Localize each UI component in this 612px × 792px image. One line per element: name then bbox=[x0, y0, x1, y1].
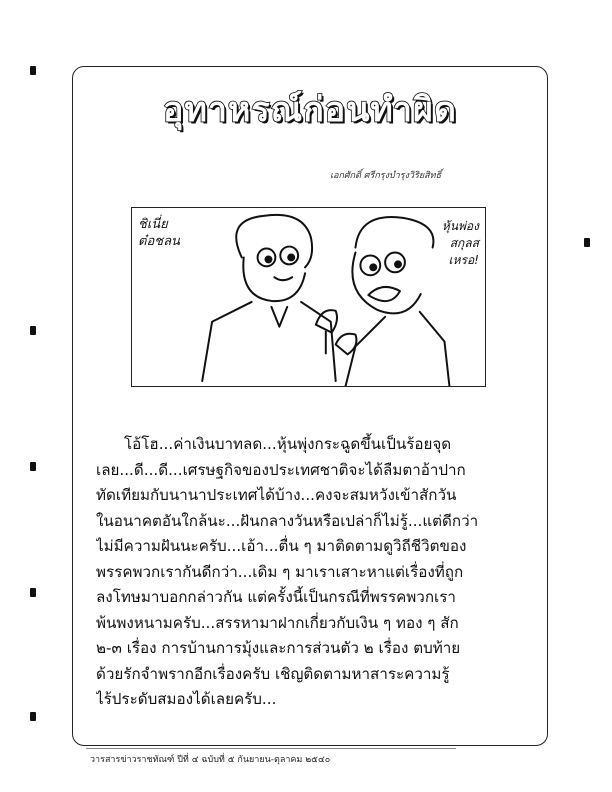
margin-mark bbox=[584, 238, 590, 247]
body-line: ไม่มีความฝันนะครับ...เอ้า...ตื่น ๆ มาติดตามดูวิถีชีวิตของ bbox=[96, 537, 467, 555]
margin-mark bbox=[30, 712, 36, 721]
cartoon-illustration bbox=[131, 207, 486, 387]
left-speech-line: ชิเนี่ย bbox=[138, 217, 168, 232]
footer-citation: วารสารข่าวราชทัณฑ์ ปีที่ ๔ ฉบับที่ ๕ กันยายน-ตุลาคม ๒๕๔๐ bbox=[90, 755, 331, 765]
body-line: ๒-๓ เรื่อง การบ้านการมุ้งและการส่วนตัว ๒ เรื่อง ตบท้าย bbox=[96, 639, 461, 657]
left-speech-line: ต๋อชลน bbox=[138, 234, 180, 249]
margin-mark bbox=[30, 588, 36, 597]
cartoon-drawing bbox=[132, 208, 485, 386]
right-speech-bubble bbox=[442, 218, 479, 269]
footer-divider bbox=[86, 748, 456, 749]
body-line: ทัดเทียมกับนานาประเทศได้บ้าง...คงจะสมหวังเข้าสักวัน bbox=[96, 486, 457, 504]
body-line: พ้นพงหนามครับ...สรรหามาฝากเกี่ยวกับเงิน ๆ ทอง ๆ สัก bbox=[96, 613, 459, 632]
margin-mark bbox=[30, 326, 36, 335]
body-line: โอ้โฮ...ค่าเงินบาทลด...หุ้นพุ่งกระฉูดขึ้นเป็นร้อยจุด bbox=[124, 435, 452, 453]
author-byline: เอกศักดิ์ ศรีกรุงบำรุงวิริยสิทธิ์ bbox=[330, 171, 442, 181]
right-speech-line: สกุลส bbox=[449, 236, 479, 250]
body-line: ด้วยรักจำพรากอีกเรื่องครับ เชิญติดตามหาสาระความรู้ bbox=[96, 664, 450, 683]
right-speech-line: หุ้นพ่อง bbox=[441, 219, 479, 233]
body-line: ในอนาคตอันใกล้นะ...ฝันกลางวันหรือเปล่าก็ไม่รู้...แต่ดีกว่า bbox=[96, 511, 479, 530]
margin-mark bbox=[30, 462, 36, 471]
page-title: อุทาหรณ์ก่อนทำผิด bbox=[163, 90, 457, 130]
body-line: เลย...ดี...ดี...เศรษฐกิจของประเทศชาติจะได้ลืมตาอ้าปาก bbox=[96, 460, 466, 479]
body-line: พรรคพวกเรากันดีกว่า...เดิม ๆ มาเราเสาะหาแต่เรื่องที่ถูก bbox=[96, 562, 464, 581]
article-body bbox=[96, 432, 526, 713]
body-line: ลงโทษมาบอกกล่าวกัน แต่ครั้งนี้เป็นกรณีที่พรรคพวกเรา bbox=[96, 588, 456, 606]
body-line: ไร้ประดับสมองได้เลยครับ... bbox=[96, 690, 277, 708]
left-speech-bubble bbox=[138, 216, 180, 250]
right-speech-line: เหรอ! bbox=[448, 253, 479, 267]
margin-mark bbox=[30, 66, 36, 75]
